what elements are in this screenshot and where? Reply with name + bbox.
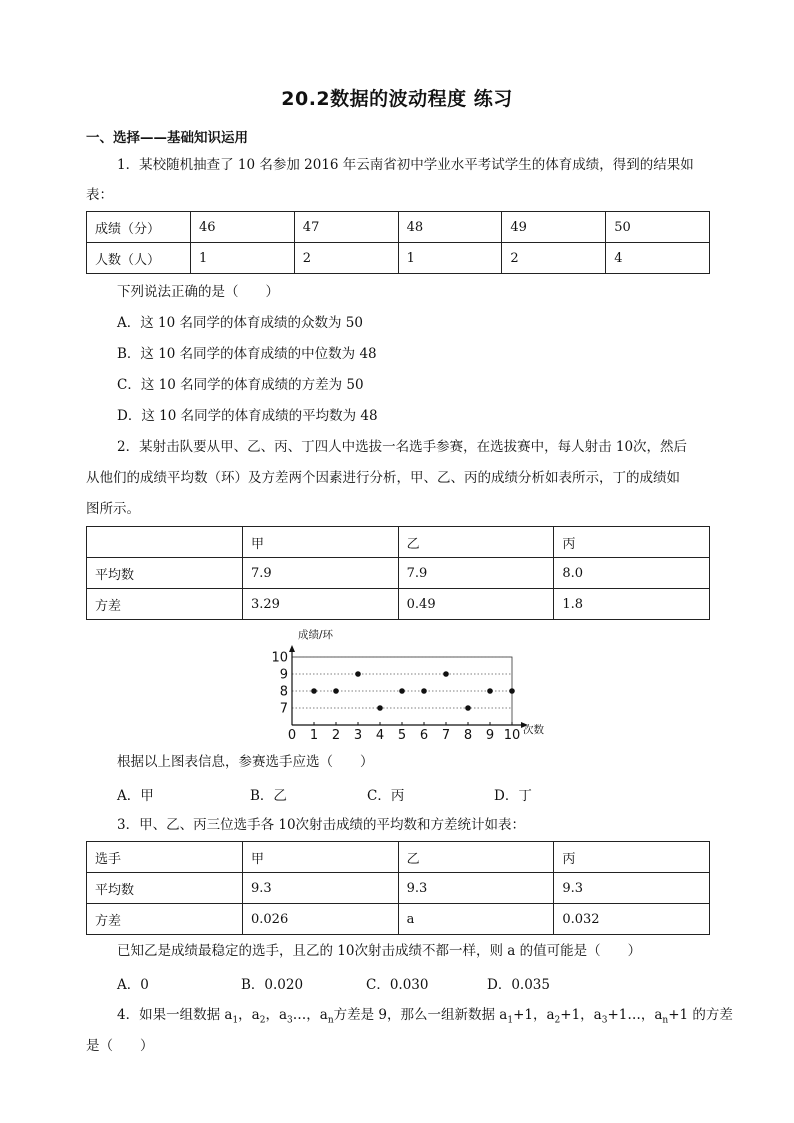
data-point — [377, 705, 383, 711]
q3-stats-table — [86, 841, 710, 935]
q4-text-d: +1，a — [560, 1007, 602, 1023]
table-cell: 丙 — [554, 842, 710, 873]
q1-score-table — [86, 211, 710, 274]
q1-prompt: 下列说法正确的是（ ） — [117, 284, 279, 300]
shooting-score-chart — [270, 626, 560, 746]
table-row — [87, 904, 710, 935]
x-tick-label: 0 — [287, 728, 297, 743]
table-cell: 3.29 — [243, 589, 399, 620]
table-row — [87, 589, 710, 620]
q1-option-a: A．这 10 名同学的体育成绩的众数为 50 — [117, 315, 363, 331]
q4-text-b: 方差是 9，那么一组新数据 a — [333, 1007, 508, 1023]
q3-prompt: 已知乙是成绩最稳定的选手，且乙的 10次射击成绩不都一样，则 a 的值可能是（ ） — [117, 943, 642, 959]
q2-option-b: B．乙 — [250, 788, 287, 804]
y-tick-label: 9 — [279, 667, 288, 683]
q2-text-line2: 从他们的成绩平均数（环）及方差两个因素进行分析，甲、乙、丙的成绩分析如表所示，丁的成绩如 — [86, 470, 680, 486]
x-tick-label: 3 — [353, 728, 363, 743]
table-row — [87, 243, 710, 274]
table-cell: 平均数 — [87, 558, 243, 589]
q3-text-line1: 3．甲、乙、丙三位选手各 10次射击成绩的平均数和方差统计如表： — [117, 817, 526, 833]
q4-sub: n — [662, 1015, 669, 1026]
q1-text-line2: 表： — [86, 187, 113, 203]
q4-sub: 3 — [287, 1015, 293, 1026]
q4-sub: n — [327, 1015, 334, 1026]
y-axis-label: 成绩/环 — [298, 629, 334, 641]
q1-option-d: D．这 10 名同学的体育成绩的平均数为 48 — [117, 408, 378, 424]
table-cell: 人数（人） — [87, 243, 191, 274]
table-cell: 1.8 — [554, 589, 710, 620]
table-cell: 0.026 — [243, 904, 399, 935]
table-cell: 选手 — [87, 842, 243, 873]
q4-text-line1 — [117, 1005, 733, 1031]
table-cell: 2 — [502, 243, 606, 274]
data-point — [399, 688, 405, 694]
x-tick-label: 9 — [485, 728, 495, 743]
table-cell: 2 — [294, 243, 398, 274]
table-cell: 0.032 — [554, 904, 710, 935]
q1-option-c: C．这 10 名同学的体育成绩的方差为 50 — [117, 377, 364, 393]
y-tick-label: 8 — [279, 684, 288, 700]
y-tick-label: 10 — [271, 650, 288, 666]
chart-ticks — [271, 651, 520, 744]
table-cell: 9.3 — [554, 873, 710, 904]
data-point — [355, 671, 361, 677]
table-cell: 0.49 — [398, 589, 554, 620]
x-tick-label: 8 — [463, 728, 473, 743]
data-point — [311, 688, 317, 694]
q3-option-b: B．0.020 — [241, 977, 304, 993]
table-cell: 49 — [502, 212, 606, 243]
x-tick-label: 5 — [397, 728, 407, 743]
table-cell: a — [398, 904, 554, 935]
q2-text-line3: 图所示。 — [86, 501, 140, 517]
table-cell: 50 — [606, 212, 710, 243]
q2-option-a: A．甲 — [117, 788, 154, 804]
q3-option-d: D．0.035 — [487, 977, 550, 993]
x-tick-label: 6 — [419, 728, 429, 743]
table-cell: 甲 — [243, 842, 399, 873]
q2-stats-table — [86, 526, 710, 620]
q4-text-c: +1，a — [513, 1007, 555, 1023]
q3-options — [117, 973, 550, 993]
table-cell: 7.9 — [243, 558, 399, 589]
table-cell: 平均数 — [87, 873, 243, 904]
q4-text-e: +1…，a — [607, 1007, 663, 1023]
table-row — [87, 527, 710, 558]
x-tick-label: 4 — [375, 728, 385, 743]
data-point — [465, 705, 471, 711]
table-cell: 1 — [191, 243, 295, 274]
table-cell: 丙 — [554, 527, 710, 558]
table-cell: 7.9 — [398, 558, 554, 589]
table-cell: 46 — [191, 212, 295, 243]
data-point — [443, 671, 449, 677]
data-point — [421, 688, 427, 694]
q2-text-line1: 2．某射击队要从甲、乙、丙、丁四人中选拔一名选手参赛，在选拔赛中，每人射击 10次，然后 — [117, 439, 688, 455]
table-cell: 成绩（分） — [87, 212, 191, 243]
data-point — [333, 688, 339, 694]
q4-sep: ，a — [265, 1007, 288, 1023]
q1-text-line1: 1．某校随机抽查了 10 名参加 2016 年云南省初中学业水平考试学生的体育成绩，得到的结果如 — [117, 157, 694, 173]
table-row — [87, 873, 710, 904]
q2-option-c: C．丙 — [367, 788, 405, 804]
table-cell: 9.3 — [243, 873, 399, 904]
section-heading: 一、选择——基础知识运用 — [86, 130, 248, 146]
table-cell: 4 — [606, 243, 710, 274]
q3-option-c: C．0.030 — [366, 977, 429, 993]
table-row — [87, 558, 710, 589]
table-cell: 1 — [398, 243, 502, 274]
table-row — [87, 212, 710, 243]
q4-sub: 2 — [259, 1015, 266, 1026]
data-point — [487, 688, 493, 694]
q2-prompt: 根据以上图表信息，参赛选手应选（ ） — [117, 754, 374, 770]
table-cell: 9.3 — [398, 873, 554, 904]
table-cell: 方差 — [87, 904, 243, 935]
q4-sub: 2 — [554, 1015, 561, 1026]
x-tick-label: 7 — [441, 728, 451, 743]
q1-option-b: B．这 10 名同学的体育成绩的中位数为 48 — [117, 346, 377, 362]
table-cell: 乙 — [398, 527, 554, 558]
x-tick-label: 2 — [331, 728, 341, 743]
table-cell: 乙 — [398, 842, 554, 873]
table-cell — [87, 527, 243, 558]
table-cell: 8.0 — [554, 558, 710, 589]
q4-sub: 1 — [507, 1015, 514, 1026]
q4-text-line2: 是（ ） — [86, 1038, 154, 1054]
q4-sep: …，a — [292, 1007, 328, 1023]
q2-options — [117, 784, 532, 804]
q4-sub: 3 — [601, 1015, 608, 1026]
table-row — [87, 842, 710, 873]
q4-text-a: 4．如果一组数据 a — [117, 1007, 233, 1023]
q4-text-f: +1 的方差 — [668, 1007, 733, 1023]
table-cell: 47 — [294, 212, 398, 243]
table-cell: 48 — [398, 212, 502, 243]
table-cell: 方差 — [87, 589, 243, 620]
q4-sep: ，a — [238, 1007, 260, 1023]
x-axis-label: 次数 — [523, 724, 544, 736]
table-cell: 甲 — [243, 527, 399, 558]
q4-sub: 1 — [232, 1015, 239, 1026]
y-tick-label: 7 — [279, 701, 288, 717]
x-tick-label: 10 — [503, 728, 521, 743]
q3-option-a: A．0 — [117, 977, 149, 993]
data-point — [509, 688, 515, 694]
x-tick-label: 1 — [309, 728, 319, 743]
y-axis-arrow — [289, 645, 295, 652]
page-title: 20.2数据的波动程度 练习 — [281, 88, 513, 110]
q2-option-d: D．丁 — [494, 788, 532, 804]
